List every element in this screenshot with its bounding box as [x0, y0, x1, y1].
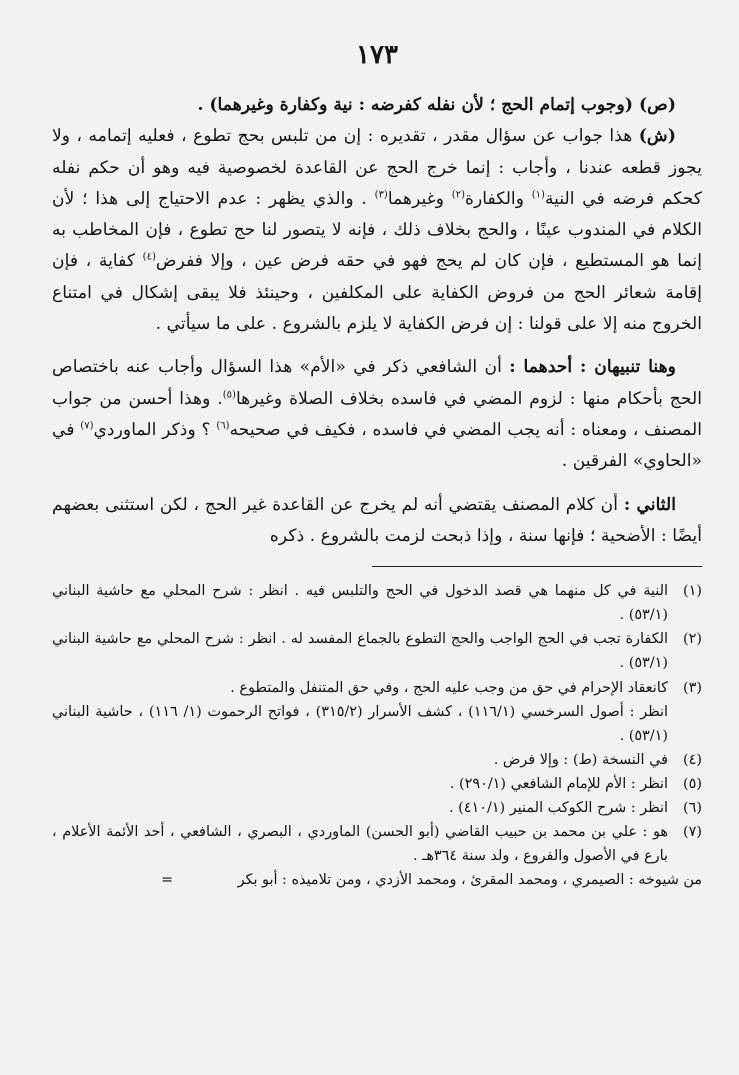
footnote-number: (٥) — [683, 775, 702, 792]
book-page — [52, 40, 702, 892]
tanbihan-paragraph — [52, 352, 702, 477]
footnote-continuation-text: من شيوخه : الصيمري ، ومحمد المقرئ ، ومحمد الأزدي ، ومن تلاميذه : أبو بكر — [237, 872, 702, 889]
footnote-ref-5[interactable]: (٥) — [222, 388, 236, 400]
sharh-text-2: والكفارة — [464, 188, 525, 209]
footnote-ref-2[interactable]: (٢) — [451, 189, 465, 201]
footnote-text: انظر : شرح الكوكب المنير (٤١٠/١) . — [449, 800, 668, 816]
footnote-ref-7[interactable]: (٧) — [80, 420, 94, 432]
footnote-text: انظر : الأم للإمام الشافعي (٢٩٠/١) . — [449, 775, 668, 792]
sharh-text-5: كفاية ، فإن إقامة شعائر الحج من فروض الكفاية على المكلفين ، وحينئذ فلا يبقى إشكال في امتناع الخروج منه إلا على قولنا : إن فرض الكفاية لا يلزم بالشروع . على ما سيأتي . — [52, 251, 702, 335]
tanbihan-text-3: ؟ وذكر الماوردي — [93, 419, 211, 440]
footnote-number: (١) — [683, 583, 702, 600]
footnote-text: في النسخة (ط) : وإلا فرض . — [493, 751, 668, 768]
sharh-text-4: . والذي يظهر : عدم الاحتياج إلى هذا ؛ لأن الكلام في المندوب عينًا ، والحج بخلاف ذلك ، فإنه لا يتصور لنا حج تطوع ، فإن المخاطب به إنما هو المستطيع ، فإن كان لم يحج فهو في حقه فرض عين ، وإلا ففرض — [52, 188, 702, 272]
matn-line — [52, 90, 702, 121]
footnote-7 — [52, 820, 702, 868]
footnote-text: هو : علي بن محمد بن حبيب القاضي (أبو الحسن) الماوردي ، البصري ، الشافعي ، أحد الأئمة الأعلام ، بارع في الأصول والفروع ، ولد سنة ٣٦٤هـ . — [52, 824, 668, 865]
sharh-label: (ش) — [638, 126, 676, 147]
tanbihan-text-2: . وهذا أحسن من جواب المصنف ، ومعناه : أنه يجب المضي في فاسده ، فكيف في صحيحه — [52, 388, 702, 440]
tanbihan-text-4: في «الحاوي» الفرقين . — [52, 419, 702, 472]
footnote-ref-1[interactable]: (١) — [531, 189, 545, 201]
footnote-2 — [52, 627, 702, 675]
footnote-text — [52, 676, 668, 748]
footnote-3-line-b: انظر : أصول السرخسي (١١٦/١) ، كشف الأسرار (٣١٥/٢) ، فواتح الرحموت (١/ ١١٦) ، حاشية البناني (٥٣/١) . — [52, 703, 668, 744]
footnote-text: النية في كل منهما هي قصد الدخول في الحج والتلبس فيه . انظر : شرح المحلي مع حاشية البناني (٥٣/١) . — [52, 583, 668, 624]
main-text — [52, 90, 702, 552]
thani-text: أن كلام المصنف يقتضي أنه لم يخرج عن القاعدة غير الحج ، لكن استثنى بعضهم أيضًا : الأضحية ؛ فإنها سنة ، وإذا ذبحت لزمت بالشروع . ذكره — [52, 494, 702, 546]
tanbihan-lead: وهنا تنبيهان : أحدهما : — [509, 357, 676, 378]
footnote-3 — [52, 676, 702, 748]
sharh-paragraph — [52, 121, 702, 340]
footnote-6 — [52, 796, 702, 820]
page-number: ١٧٣ — [356, 40, 398, 70]
continued-mark: = — [160, 872, 173, 889]
footnote-text: الكفارة تجب في الحج الواجب والحج التطوع بالجماع المفسد له . انظر : شرح المحلي مع حاشية البناني (٥٣/١) . — [52, 631, 668, 672]
tanbihan-text-1: أن الشافعي ذكر في «الأم» هذا السؤال وأجاب عنه باختصاص الحج بأحكام منها : لزوم المضي في فاسده بخلاف الصلاة وغيرها — [52, 357, 703, 409]
footnotes — [52, 579, 702, 892]
footnote-ref-4[interactable]: (٤) — [142, 251, 156, 263]
footnote-number: (٢) — [683, 631, 702, 648]
sharh-text-1: هذا جواب عن سؤال مقدر ، تقديره : إن من تلبس بحج تطوع ، فعليه إتمامه ، ولا يجوز قطعه عندنا ، وأجاب : إنما خرج الحج عن القاعدة لخصوصية فيه وهو أن حكم نفله كحكم فرضه في النية — [52, 126, 703, 209]
footnote-number: (٧) — [683, 824, 702, 841]
thani-lead: الثاني : — [623, 494, 677, 515]
footnote-7-continuation — [52, 868, 702, 892]
footnote-number: (٣) — [683, 679, 702, 696]
footnote-1 — [52, 579, 702, 627]
footnote-number: (٤) — [683, 751, 702, 768]
footnote-ref-3[interactable]: (٣) — [374, 189, 388, 201]
footnote-divider — [372, 566, 702, 567]
footnote-5 — [52, 772, 702, 796]
footnote-4 — [52, 748, 702, 772]
footnote-number: (٦) — [683, 800, 702, 816]
thani-paragraph — [52, 490, 702, 553]
sharh-text-3: وغيرهما — [387, 188, 445, 209]
footnote-ref-6[interactable]: (٦) — [216, 420, 230, 432]
footnote-3-line-a: كانعقاد الإحرام في حق من وجب عليه الحج ، وفي حق المتنفل والمتطوع . — [230, 679, 668, 696]
matn-text: (ص) (وجوب إتمام الحج ؛ لأن نفله كفرضه : نية وكفارة وغيرهما) . — [197, 95, 676, 115]
